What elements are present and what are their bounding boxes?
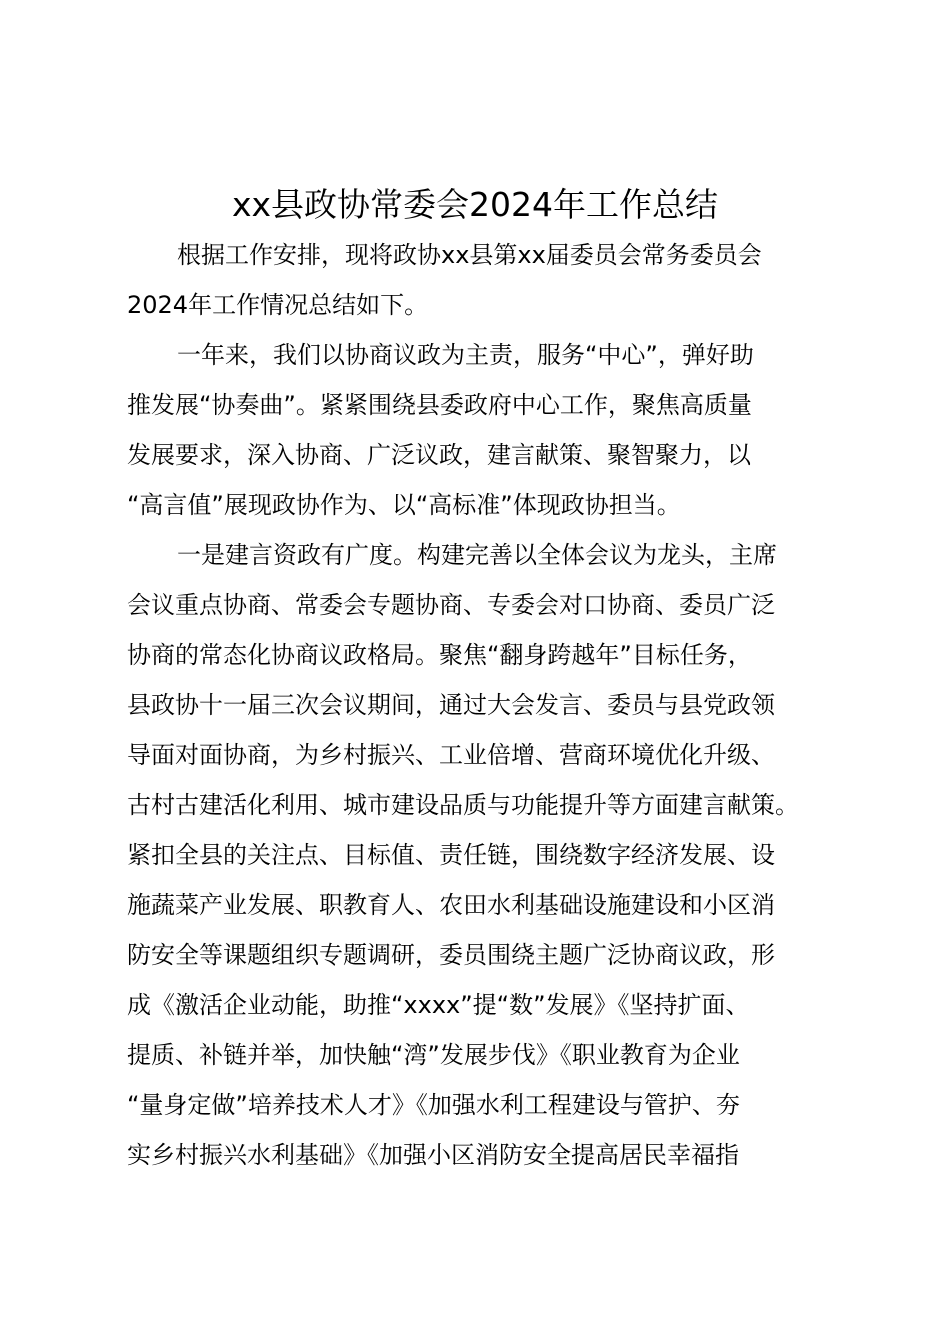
text-line: 导面对面协商，为乡村振兴、工业倍增、营商环境优化升级、 — [127, 741, 775, 769]
text-line: 一年来，我们以协商议政为主责，服务“中心”，弹好助 — [177, 341, 754, 369]
text-line: 古村古建活化利用、城市建设品质与功能提升等方面建言献策。 — [127, 791, 799, 819]
paragraph-1 — [127, 230, 847, 330]
document-title: xx县政协常委会2024年工作总结 — [231, 185, 719, 224]
text-line: 防安全等课题组织专题调研，委员围绕主题广泛协商议政，形 — [127, 941, 775, 969]
text-line: 推发展“协奏曲”。紧紧围绕县委政府中心工作，聚焦高质量 — [127, 391, 752, 419]
document-body — [127, 230, 847, 1180]
text-line: 提质、补链并举，加快触“湾”发展步伐》《职业教育为企业 — [127, 1041, 740, 1069]
paragraph-3 — [127, 530, 847, 1180]
text-line: 发展要求，深入协商、广泛议政，建言献策、聚智聚力，以 — [127, 441, 751, 469]
text-line: 一是建言资政有广度。构建完善以全体会议为龙头，主席 — [177, 541, 777, 569]
text-line: 实乡村振兴水利基础》《加强小区消防安全提高居民幸福指 — [127, 1141, 739, 1169]
text-line: “量身定做”培养技术人才》《加强水利工程建设与管护、夯 — [127, 1091, 740, 1119]
text-line: 2024年工作情况总结如下。 — [127, 291, 429, 319]
text-line: 根据工作安排，现将政协xx县第xx届委员会常务委员会 — [177, 241, 762, 269]
text-line: 施蔬菜产业发展、职教育人、农田水利基础设施建设和小区消 — [127, 891, 775, 919]
text-line: 成《激活企业动能，助推“xxxx”提“数”发展》《坚持扩面、 — [127, 991, 750, 1019]
text-line: 协商的常态化协商议政格局。聚焦“翻身跨越年”目标任务， — [127, 641, 752, 669]
text-line: 紧扣全县的关注点、目标值、责任链，围绕数字经济发展、设 — [127, 841, 775, 869]
text-line: 县政协十一届三次会议期间，通过大会发言、委员与县党政领 — [127, 691, 775, 719]
text-line: 会议重点协商、常委会专题协商、专委会对口协商、委员广泛 — [127, 591, 775, 619]
paragraph-2 — [127, 330, 847, 530]
text-line: “高言值”展现政协作为、以“高标准”体现政协担当。 — [127, 491, 681, 519]
